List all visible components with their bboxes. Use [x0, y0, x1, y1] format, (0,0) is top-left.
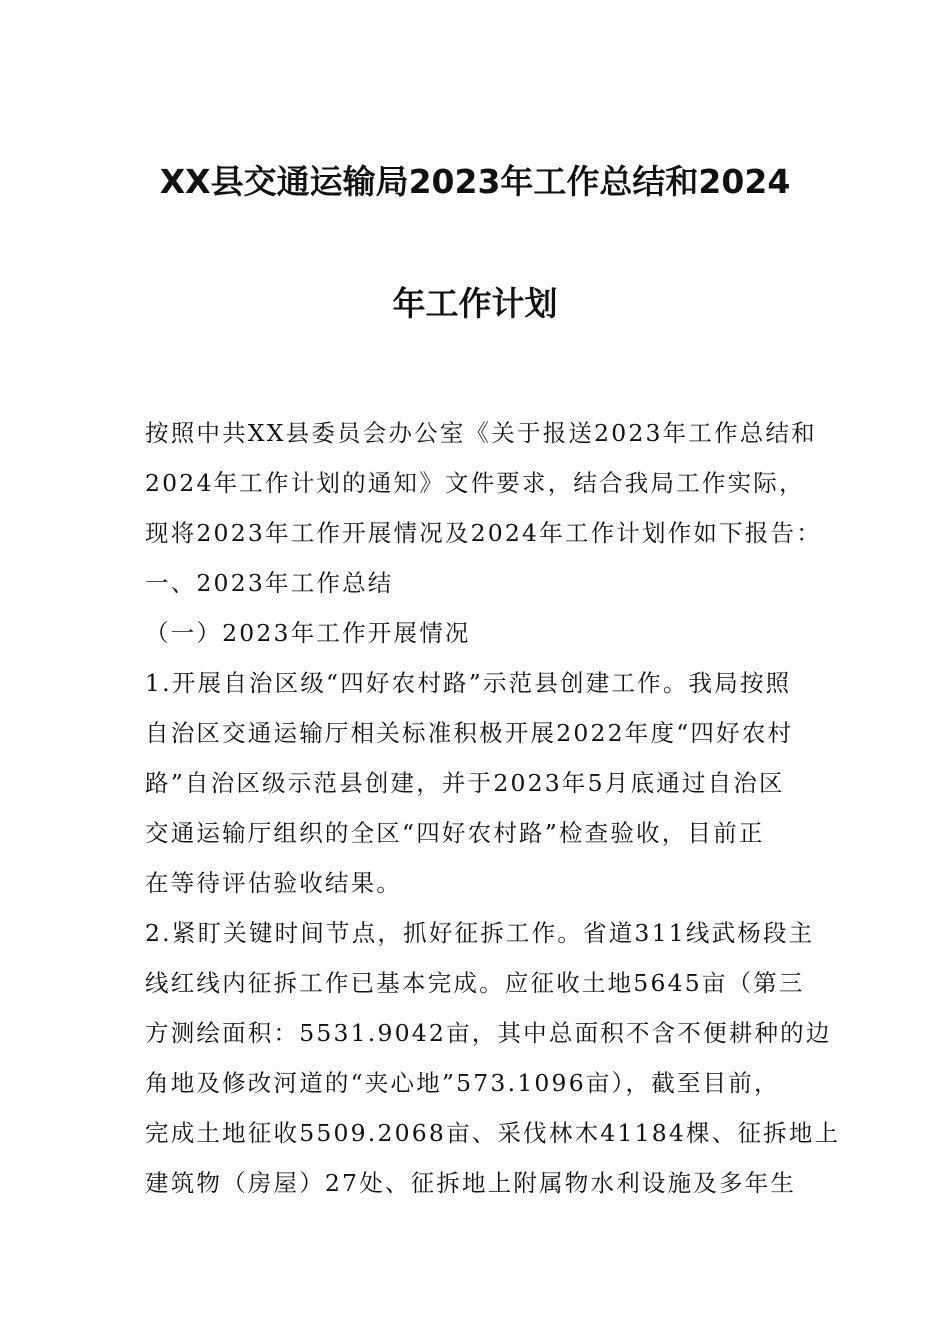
body-line-1: 按照中共XX县委员会办公室《关于报送2023年工作总结和: [145, 419, 817, 447]
body-line-13: 方测绘面积：5531.9042亩，其中总面积不含不便耕种的边: [145, 1019, 832, 1047]
body-line-6: 1.开展自治区级“四好农村路”示范县创建工作。我局按照: [145, 669, 792, 697]
document-title-line-1: XX县交通运输局2023年工作总结和2024: [159, 162, 791, 201]
body-line-14: 角地及修改河道的“夹心地”573.1096亩），截至目前，: [145, 1069, 780, 1097]
body-line-12: 线红线内征拆工作已基本完成。应征收土地5645亩（第三: [145, 969, 805, 997]
body-line-15: 完成土地征收5509.2068亩、采伐林木41184棵、征拆地上: [145, 1119, 841, 1147]
body-line-8: 路”自治区级示范县创建，并于2023年5月底通过自治区: [145, 769, 785, 797]
body-line-3: 现将2023年工作开展情况及2024年工作计划作如下报告：: [145, 519, 822, 547]
document-body: [145, 408, 841, 1208]
body-line-10: 在等待评估验收结果。: [145, 869, 402, 897]
document-title-line-2: 年工作计划: [392, 284, 558, 323]
subsection-heading-1: （一）2023年工作开展情况: [145, 619, 471, 647]
body-line-11: 2.紧盯关键时间节点，抓好征拆工作。省道311线武杨段主: [145, 919, 815, 947]
section-heading-1: 一、2023年工作总结: [145, 569, 394, 597]
body-line-9: 交通运输厅组织的全区“四好农村路”检查验收，目前正: [145, 819, 765, 847]
body-line-16: 建筑物（房屋）27处、征拆地上附属物水利设施及多年生: [145, 1169, 797, 1197]
body-line-7: 自治区交通运输厅相关标准积极开展2022年度“四好农村: [145, 719, 794, 747]
body-line-2: 2024年工作计划的通知》文件要求，结合我局工作实际，: [145, 469, 805, 497]
